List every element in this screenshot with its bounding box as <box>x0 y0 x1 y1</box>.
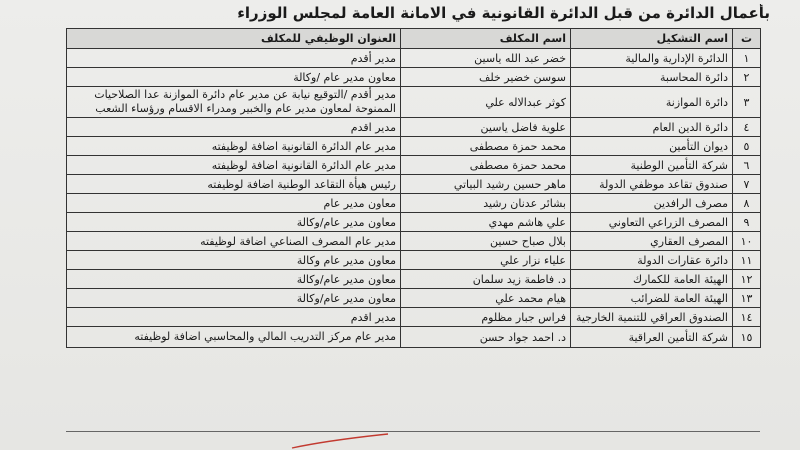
table-row <box>67 327 761 348</box>
document-heading: بأعمال الدائرة من قبل الدائرة القانونية في الامانة العامة لمجلس الوزراء <box>237 4 770 22</box>
row-unit: المصرف العقاري <box>571 232 733 251</box>
row-name: كوثر عبدالاله علي <box>401 87 571 118</box>
table-row <box>67 213 761 232</box>
row-num: ١ <box>733 49 761 68</box>
row-name: فراس جبار مظلوم <box>401 308 571 327</box>
row-num: ٧ <box>733 175 761 194</box>
row-title: معاون مدير عام /وكالة <box>67 68 401 87</box>
table-row <box>67 137 761 156</box>
row-title: مدير عام الدائرة القانونية اضافة لوظيفته <box>67 156 401 175</box>
row-name: بلال صباح حسين <box>401 232 571 251</box>
row-num: ١٤ <box>733 308 761 327</box>
table-row <box>67 308 761 327</box>
row-title: مدير أقدم /التوقيع نيابة عن مدير عام دائرة الموازنة عدا الصلاحيات الممنوحة لمعاون مدير عام والخبير ومدراء الاقسام ورؤساء الشعب <box>67 87 401 118</box>
header-title: العنوان الوظيفي للمكلف <box>67 29 401 49</box>
table-row <box>67 87 761 118</box>
header-name: اسم المكلف <box>401 29 571 49</box>
table-row <box>67 49 761 68</box>
row-num: ١٥ <box>733 327 761 348</box>
row-unit: شركة التأمين العراقية <box>571 327 733 348</box>
row-unit: ديوان التأمين <box>571 137 733 156</box>
row-title: معاون مدير عام <box>67 194 401 213</box>
assignments-table <box>66 28 761 348</box>
table-row <box>67 156 761 175</box>
row-title: مدير عام المصرف الصناعي اضافة لوظيفته <box>67 232 401 251</box>
row-unit: الدائرة الإدارية والمالية <box>571 49 733 68</box>
row-name: ماهر حسين رشيد البياتي <box>401 175 571 194</box>
table-row <box>67 68 761 87</box>
row-unit: دائرة المحاسبة <box>571 68 733 87</box>
row-num: ٦ <box>733 156 761 175</box>
row-num: ٢ <box>733 68 761 87</box>
row-name: خضر عبد الله ياسين <box>401 49 571 68</box>
table-row <box>67 175 761 194</box>
row-unit: دائرة الموازنة <box>571 87 733 118</box>
row-unit: الهيئة العامة للضرائب <box>571 289 733 308</box>
row-title: معاون مدير عام/وكالة <box>67 213 401 232</box>
row-title: معاون مدير عام/وكالة <box>67 289 401 308</box>
table-row <box>67 270 761 289</box>
row-title: معاون مدير عام/وكالة <box>67 270 401 289</box>
row-name: سوسن خضير خلف <box>401 68 571 87</box>
row-name: بشائر عدنان رشيد <box>401 194 571 213</box>
row-title: مدير اقدم <box>67 308 401 327</box>
row-name: د. فاطمة زيد سلمان <box>401 270 571 289</box>
row-title: رئيس هيأة التقاعد الوطنية اضافة لوظيفته <box>67 175 401 194</box>
row-title: معاون مدير عام وكالة <box>67 251 401 270</box>
table-header-row <box>67 29 761 49</box>
table-row <box>67 118 761 137</box>
row-num: ١٠ <box>733 232 761 251</box>
row-name: محمد حمزة مصطفى <box>401 137 571 156</box>
row-unit: الهيئة العامة للكمارك <box>571 270 733 289</box>
row-name: علي هاشم مهدي <box>401 213 571 232</box>
row-num: ٩ <box>733 213 761 232</box>
row-num: ١٣ <box>733 289 761 308</box>
header-num: ت <box>733 29 761 49</box>
row-name: هيام محمد علي <box>401 289 571 308</box>
red-pen-stroke <box>290 432 390 450</box>
table-row <box>67 232 761 251</box>
row-unit: شركة التأمين الوطنية <box>571 156 733 175</box>
row-title: مدير أقدم <box>67 49 401 68</box>
row-num: ٥ <box>733 137 761 156</box>
row-unit: دائرة الدين العام <box>571 118 733 137</box>
table-row <box>67 194 761 213</box>
row-title: مدير عام مركز التدريب المالي والمحاسبي اضافة لوظيفته <box>67 327 401 348</box>
row-unit: مصرف الرافدين <box>571 194 733 213</box>
row-unit: المصرف الزراعي التعاوني <box>571 213 733 232</box>
row-name: علياء نزار علي <box>401 251 571 270</box>
row-name: محمد حمزة مصطفى <box>401 156 571 175</box>
table-row <box>67 289 761 308</box>
row-num: ١٢ <box>733 270 761 289</box>
row-unit: الصندوق العراقي للتنمية الخارجية <box>571 308 733 327</box>
row-num: ١١ <box>733 251 761 270</box>
row-num: ٨ <box>733 194 761 213</box>
row-name: د. احمد جواد حسن <box>401 327 571 348</box>
row-title: مدير اقدم <box>67 118 401 137</box>
bottom-rule <box>66 431 760 432</box>
row-num: ٣ <box>733 87 761 118</box>
row-unit: صندوق تقاعد موظفي الدولة <box>571 175 733 194</box>
table-row <box>67 251 761 270</box>
header-unit: اسم التشكيل <box>571 29 733 49</box>
row-unit: دائرة عقارات الدولة <box>571 251 733 270</box>
row-name: علوية فاضل ياسين <box>401 118 571 137</box>
row-title: مدير عام الدائرة القانونية اضافة لوظيفته <box>67 137 401 156</box>
row-num: ٤ <box>733 118 761 137</box>
